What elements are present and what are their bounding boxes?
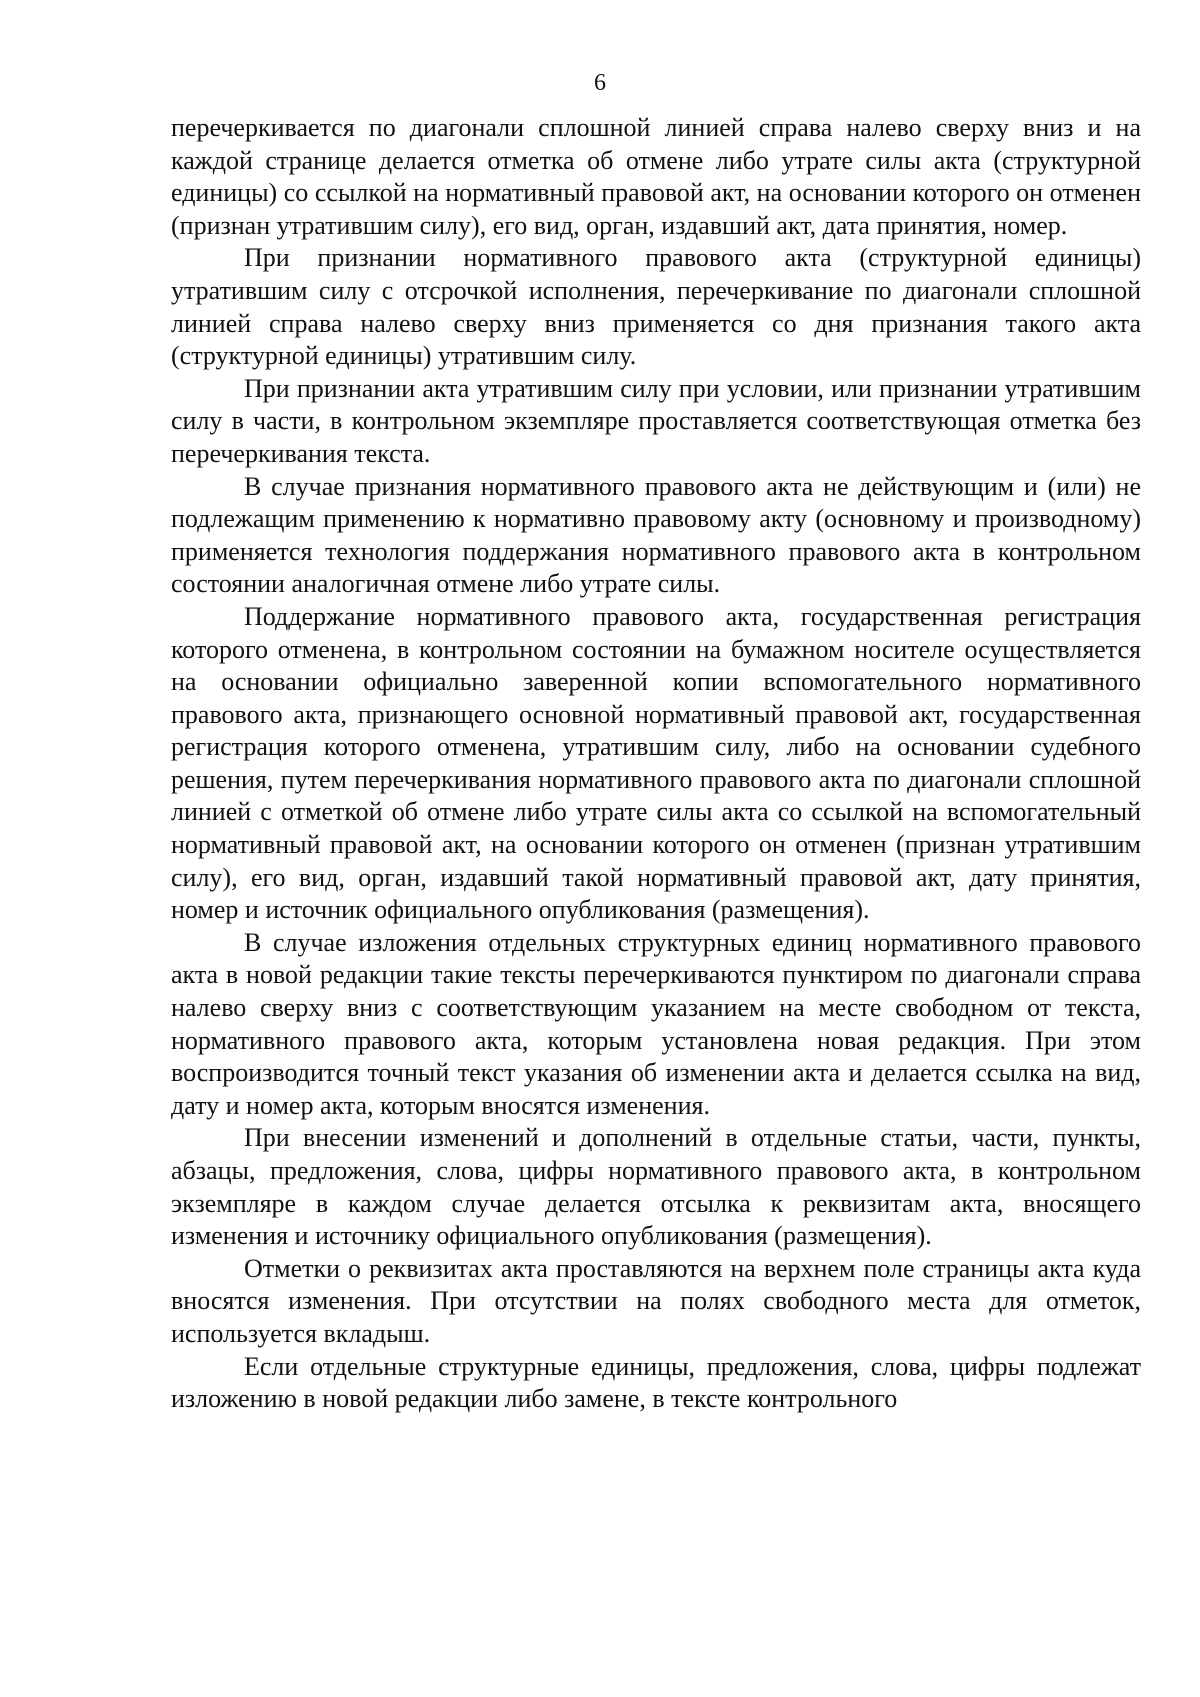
paragraph-continuation: перечеркивается по диагонали сплошной линией справа налево сверху вниз и на каждой странице делается отметка об отмене либо утрате силы акта (структурной единицы) со ссылкой на нормативный правовой акт, на основании которого он отменен (признан утратившим силу), его вид, орган, издавший акт, дата принятия, номер. (171, 113, 1141, 240)
paragraph: В случае изложения отдельных структурных единиц нормативного правового акта в новой редакции такие тексты перечеркиваются пунктиром по диагонали справа налево сверху вниз с соответствующим указанием на месте свободном от текста, нормативного правового акта, которым установлена новая редакция. При этом воспроизводится точный текст указания об изменении акта и делается ссылка на вид, дату и номер акта, которым вносятся изменения. (171, 927, 1141, 1120)
paragraph: Поддержание нормативного правового акта, государственная регистрация которого отменена, в контрольном состоянии на бумажном носителе осуществляется на основании официально заверенной копии вспомогательного нормативного правового акта, признающего основной нормативный правовой акт, государственная регистрация которого отменена, утратившим силу, либо на основании судебного решения, путем перечеркивания нормативного правового акта по диагонали сплошной линией с отметкой об отмене либо утрате силы акта со ссылкой на вспомогательный нормативный правовой акт, на основании которого он отменен (признан утратившим силу), его вид, орган, издавший такой нормативный правовой акт, дату принятия, номер и источник официального опубликования (размещения). (171, 601, 1141, 925)
paragraph: При признании акта утратившим силу при условии, или признании утратившим силу в части, в контрольном экземпляре проставляется соответствующая отметка без перечеркивания текста. (171, 373, 1141, 468)
paragraph: При внесении изменений и дополнений в отдельные статьи, части, пункты, абзацы, предложения, слова, цифры нормативного правового акта, в контрольном экземпляре в каждом случае делается отсылка к реквизитам акта, вносящего изменения и источнику официального опубликования (размещения). (171, 1123, 1141, 1251)
document-body (171, 112, 1141, 1416)
paragraph: Отметки о реквизитах акта проставляются на верхнем поле страницы акта куда вносятся изменения. При отсутствии на полях свободного места для отметок, используется вкладыш. (171, 1253, 1141, 1348)
paragraph: При признании нормативного правового акта (структурной единицы) утратившим силу с отсрочкой исполнения, перечеркивание по диагонали сплошной линией справа налево сверху вниз применяется со дня признания такого акта (структурной единицы) утратившим силу. (171, 243, 1141, 371)
paragraph-truncated: Если отдельные структурные единицы, предложения, слова, цифры подлежат изложению в новой редакции либо замене, в тексте контрольного (171, 1351, 1141, 1414)
paragraph: В случае признания нормативного правового акта не действующим и (или) не подлежащим применению к нормативно правовому акту (основному и производному) применяется технология поддержания нормативного правового акта в контрольном состоянии аналогичная отмене либо утрате силы. (171, 471, 1141, 599)
page-number: 6 (594, 70, 606, 96)
